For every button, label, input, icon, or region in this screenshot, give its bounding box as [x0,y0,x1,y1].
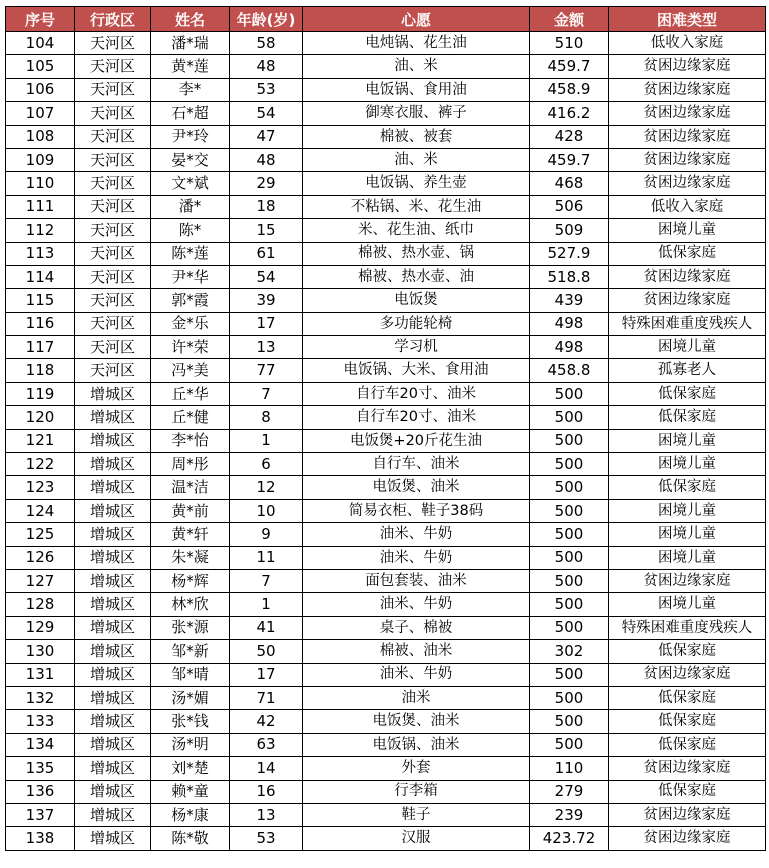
cell-wish: 不粘锅、米、花生油 [303,195,530,218]
cell-age: 1 [230,429,303,452]
cell-index: 129 [6,616,75,639]
cell-age: 13 [230,336,303,359]
cell-wish: 油米、牛奶 [303,546,530,569]
cell-amount: 500 [530,382,609,405]
cell-hardship-type: 孤寡老人 [609,359,766,382]
cell-district: 增城区 [75,710,151,733]
cell-index: 133 [6,710,75,733]
cell-age: 17 [230,663,303,686]
cell-district: 天河区 [75,336,151,359]
cell-district: 增城区 [75,429,151,452]
cell-amount: 416.2 [530,102,609,125]
table-row [6,827,766,850]
cell-wish: 自行车、油米 [303,453,530,476]
cell-hardship-type: 特殊困难重度残疾人 [609,312,766,335]
table-row [6,593,766,616]
table-row [6,476,766,499]
cell-index: 125 [6,523,75,546]
cell-district: 增城区 [75,733,151,756]
cell-wish: 外套 [303,757,530,780]
cell-district: 增城区 [75,827,151,850]
cell-district: 增城区 [75,780,151,803]
cell-wish: 电饭锅、食用油 [303,78,530,101]
cell-index: 106 [6,78,75,101]
cell-wish: 电饭煲、油米 [303,710,530,733]
table-row [6,336,766,359]
cell-amount: 439 [530,289,609,312]
cell-wish: 电饭煲 [303,289,530,312]
table-row [6,78,766,101]
cell-district: 增城区 [75,640,151,663]
cell-amount: 498 [530,336,609,359]
cell-wish: 御寒衣服、裤子 [303,102,530,125]
cell-index: 113 [6,242,75,265]
cell-index: 116 [6,312,75,335]
table-row [6,686,766,709]
table-row [6,148,766,171]
cell-index: 138 [6,827,75,850]
cell-amount: 510 [530,32,609,55]
cell-wish: 棉被、热水壶、锅 [303,242,530,265]
cell-amount: 500 [530,453,609,476]
cell-name: 张*钱 [151,710,230,733]
cell-wish: 行李箱 [303,780,530,803]
cell-hardship-type: 困境儿童 [609,336,766,359]
cell-wish: 棉被、被套 [303,125,530,148]
cell-age: 29 [230,172,303,195]
cell-age: 58 [230,32,303,55]
cell-district: 增城区 [75,686,151,709]
cell-amount: 423.72 [530,827,609,850]
cell-wish: 电饭煲、油米 [303,476,530,499]
cell-index: 107 [6,102,75,125]
cell-district: 天河区 [75,125,151,148]
cell-index: 114 [6,265,75,288]
table-row [6,757,766,780]
table-row [6,406,766,429]
cell-hardship-type: 困境儿童 [609,546,766,569]
cell-district: 天河区 [75,102,151,125]
cell-hardship-type: 贫困边缘家庭 [609,803,766,826]
wish-table [5,6,766,851]
cell-wish: 油米、牛奶 [303,593,530,616]
cell-district: 天河区 [75,172,151,195]
cell-amount: 428 [530,125,609,148]
cell-name: 周*彤 [151,453,230,476]
cell-wish: 油米 [303,686,530,709]
cell-wish: 电饭煲+20斤花生油 [303,429,530,452]
cell-wish: 棉被、热水壶、油 [303,265,530,288]
cell-index: 137 [6,803,75,826]
cell-age: 71 [230,686,303,709]
cell-age: 54 [230,265,303,288]
cell-wish: 油、米 [303,148,530,171]
table-row [6,733,766,756]
cell-wish: 电饭锅、油米 [303,733,530,756]
cell-age: 12 [230,476,303,499]
table-row [6,312,766,335]
cell-age: 39 [230,289,303,312]
cell-district: 增城区 [75,803,151,826]
cell-name: 黄*莲 [151,55,230,78]
cell-index: 124 [6,499,75,522]
cell-age: 48 [230,55,303,78]
cell-district: 增城区 [75,616,151,639]
table-row [6,780,766,803]
cell-hardship-type: 贫困边缘家庭 [609,757,766,780]
cell-index: 134 [6,733,75,756]
header-index: 序号 [6,7,75,32]
cell-index: 111 [6,195,75,218]
cell-name: 丘*华 [151,382,230,405]
cell-amount: 509 [530,219,609,242]
cell-age: 61 [230,242,303,265]
cell-index: 120 [6,406,75,429]
cell-age: 7 [230,569,303,592]
cell-age: 63 [230,733,303,756]
cell-amount: 458.9 [530,78,609,101]
cell-name: 汤*明 [151,733,230,756]
cell-wish: 油、米 [303,55,530,78]
cell-hardship-type: 困境儿童 [609,453,766,476]
cell-hardship-type: 低收入家庭 [609,32,766,55]
cell-age: 48 [230,148,303,171]
table-row [6,265,766,288]
cell-index: 123 [6,476,75,499]
cell-hardship-type: 贫困边缘家庭 [609,569,766,592]
table-row [6,172,766,195]
table-row [6,382,766,405]
cell-district: 天河区 [75,289,151,312]
cell-name: 邹*新 [151,640,230,663]
cell-index: 128 [6,593,75,616]
cell-hardship-type: 低保家庭 [609,686,766,709]
cell-age: 9 [230,523,303,546]
cell-hardship-type: 贫困边缘家庭 [609,827,766,850]
cell-age: 18 [230,195,303,218]
cell-amount: 459.7 [530,148,609,171]
cell-index: 108 [6,125,75,148]
cell-amount: 500 [530,593,609,616]
cell-name: 尹*玲 [151,125,230,148]
cell-amount: 500 [530,523,609,546]
cell-index: 112 [6,219,75,242]
header-district: 行政区 [75,7,151,32]
cell-index: 130 [6,640,75,663]
cell-name: 张*源 [151,616,230,639]
cell-name: 温*洁 [151,476,230,499]
cell-age: 10 [230,499,303,522]
cell-hardship-type: 贫困边缘家庭 [609,663,766,686]
cell-hardship-type: 贫困边缘家庭 [609,125,766,148]
cell-district: 增城区 [75,406,151,429]
cell-district: 天河区 [75,242,151,265]
cell-hardship-type: 困境儿童 [609,499,766,522]
cell-index: 110 [6,172,75,195]
cell-name: 杨*辉 [151,569,230,592]
cell-index: 109 [6,148,75,171]
cell-age: 50 [230,640,303,663]
cell-district: 天河区 [75,265,151,288]
cell-amount: 500 [530,546,609,569]
table-row [6,429,766,452]
cell-amount: 302 [530,640,609,663]
table-row [6,219,766,242]
cell-amount: 500 [530,406,609,429]
cell-name: 尹*华 [151,265,230,288]
table-row [6,710,766,733]
table-row [6,803,766,826]
cell-age: 8 [230,406,303,429]
cell-wish: 汉服 [303,827,530,850]
table-row [6,55,766,78]
cell-name: 李*怡 [151,429,230,452]
cell-wish: 多功能轮椅 [303,312,530,335]
cell-district: 天河区 [75,55,151,78]
cell-hardship-type: 低收入家庭 [609,195,766,218]
cell-district: 天河区 [75,195,151,218]
cell-name: 刘*楚 [151,757,230,780]
cell-hardship-type: 低保家庭 [609,406,766,429]
cell-age: 54 [230,102,303,125]
cell-amount: 500 [530,686,609,709]
cell-index: 115 [6,289,75,312]
cell-wish: 电饭锅、大米、食用油 [303,359,530,382]
cell-name: 朱*凝 [151,546,230,569]
table-row [6,663,766,686]
table-row [6,195,766,218]
cell-index: 127 [6,569,75,592]
cell-amount: 110 [530,757,609,780]
cell-amount: 498 [530,312,609,335]
cell-hardship-type: 贫困边缘家庭 [609,172,766,195]
cell-district: 天河区 [75,312,151,335]
cell-hardship-type: 贫困边缘家庭 [609,78,766,101]
table-row [6,289,766,312]
cell-name: 黄*轩 [151,523,230,546]
cell-name: 冯*美 [151,359,230,382]
cell-age: 47 [230,125,303,148]
cell-name: 晏*交 [151,148,230,171]
header-wish: 心愿 [303,7,530,32]
cell-index: 105 [6,55,75,78]
cell-name: 郭*霞 [151,289,230,312]
cell-amount: 458.8 [530,359,609,382]
cell-index: 132 [6,686,75,709]
cell-age: 41 [230,616,303,639]
cell-wish: 鞋子 [303,803,530,826]
cell-hardship-type: 低保家庭 [609,242,766,265]
cell-wish: 面包套装、油米 [303,569,530,592]
cell-name: 许*荣 [151,336,230,359]
cell-name: 汤*媚 [151,686,230,709]
cell-hardship-type: 困境儿童 [609,523,766,546]
cell-name: 金*乐 [151,312,230,335]
cell-age: 11 [230,546,303,569]
cell-hardship-type: 低保家庭 [609,733,766,756]
cell-age: 6 [230,453,303,476]
cell-hardship-type: 低保家庭 [609,382,766,405]
cell-age: 42 [230,710,303,733]
cell-amount: 459.7 [530,55,609,78]
header-name: 姓名 [151,7,230,32]
cell-name: 赖*童 [151,780,230,803]
cell-name: 丘*健 [151,406,230,429]
table-row [6,453,766,476]
cell-index: 119 [6,382,75,405]
cell-wish: 简易衣柜、鞋子38码 [303,499,530,522]
cell-amount: 468 [530,172,609,195]
cell-age: 15 [230,219,303,242]
cell-index: 118 [6,359,75,382]
cell-name: 潘* [151,195,230,218]
cell-index: 131 [6,663,75,686]
cell-wish: 学习机 [303,336,530,359]
cell-name: 杨*康 [151,803,230,826]
header-amount: 金额 [530,7,609,32]
cell-hardship-type: 低保家庭 [609,640,766,663]
cell-index: 135 [6,757,75,780]
cell-amount: 279 [530,780,609,803]
cell-name: 林*欣 [151,593,230,616]
table-row [6,102,766,125]
cell-name: 黄*前 [151,499,230,522]
cell-amount: 506 [530,195,609,218]
cell-age: 53 [230,78,303,101]
cell-wish: 电饭锅、养生壶 [303,172,530,195]
table-row [6,32,766,55]
cell-index: 121 [6,429,75,452]
cell-age: 13 [230,803,303,826]
cell-amount: 500 [530,710,609,733]
cell-district: 天河区 [75,359,151,382]
cell-hardship-type: 困境儿童 [609,429,766,452]
cell-hardship-type: 贫困边缘家庭 [609,148,766,171]
cell-wish: 米、花生油、纸巾 [303,219,530,242]
table-row [6,523,766,546]
cell-age: 14 [230,757,303,780]
cell-age: 7 [230,382,303,405]
cell-wish: 自行车20寸、油米 [303,382,530,405]
cell-age: 17 [230,312,303,335]
cell-wish: 自行车20寸、油米 [303,406,530,429]
table-row [6,616,766,639]
cell-wish: 油米、牛奶 [303,663,530,686]
cell-hardship-type: 贫困边缘家庭 [609,55,766,78]
cell-name: 陈*敬 [151,827,230,850]
cell-name: 邹*晴 [151,663,230,686]
header-row [6,7,766,32]
cell-district: 天河区 [75,148,151,171]
cell-hardship-type: 低保家庭 [609,710,766,733]
cell-district: 增城区 [75,523,151,546]
cell-wish: 棉被、油米 [303,640,530,663]
cell-hardship-type: 贫困边缘家庭 [609,102,766,125]
cell-hardship-type: 低保家庭 [609,780,766,803]
cell-district: 增城区 [75,546,151,569]
cell-name: 李* [151,78,230,101]
cell-name: 陈* [151,219,230,242]
cell-district: 天河区 [75,32,151,55]
cell-amount: 527.9 [530,242,609,265]
cell-name: 石*超 [151,102,230,125]
cell-index: 117 [6,336,75,359]
cell-amount: 500 [530,429,609,452]
table-row [6,242,766,265]
cell-age: 77 [230,359,303,382]
cell-district: 增城区 [75,453,151,476]
cell-district: 增城区 [75,569,151,592]
header-age: 年龄(岁) [230,7,303,32]
cell-index: 122 [6,453,75,476]
cell-district: 增城区 [75,663,151,686]
table-row [6,569,766,592]
cell-hardship-type: 特殊困难重度残疾人 [609,616,766,639]
cell-wish: 桌子、棉被 [303,616,530,639]
cell-name: 陈*莲 [151,242,230,265]
cell-name: 文*斌 [151,172,230,195]
table-row [6,499,766,522]
table-row [6,640,766,663]
cell-index: 104 [6,32,75,55]
header-hardship-type: 困难类型 [609,7,766,32]
cell-amount: 500 [530,663,609,686]
cell-name: 潘*瑞 [151,32,230,55]
cell-wish: 电炖锅、花生油 [303,32,530,55]
cell-district: 天河区 [75,78,151,101]
cell-district: 增城区 [75,382,151,405]
cell-index: 126 [6,546,75,569]
cell-wish: 油米、牛奶 [303,523,530,546]
table-row [6,546,766,569]
cell-index: 136 [6,780,75,803]
cell-district: 天河区 [75,219,151,242]
cell-amount: 500 [530,569,609,592]
cell-age: 1 [230,593,303,616]
cell-district: 增城区 [75,757,151,780]
cell-district: 增城区 [75,499,151,522]
cell-amount: 500 [530,616,609,639]
cell-amount: 239 [530,803,609,826]
cell-hardship-type: 贫困边缘家庭 [609,289,766,312]
cell-amount: 500 [530,499,609,522]
table-row [6,359,766,382]
cell-amount: 500 [530,476,609,499]
cell-amount: 500 [530,733,609,756]
cell-district: 增城区 [75,593,151,616]
table-row [6,125,766,148]
cell-district: 增城区 [75,476,151,499]
cell-hardship-type: 困境儿童 [609,593,766,616]
cell-hardship-type: 低保家庭 [609,476,766,499]
cell-hardship-type: 困境儿童 [609,219,766,242]
cell-age: 16 [230,780,303,803]
cell-hardship-type: 贫困边缘家庭 [609,265,766,288]
cell-amount: 518.8 [530,265,609,288]
cell-age: 53 [230,827,303,850]
